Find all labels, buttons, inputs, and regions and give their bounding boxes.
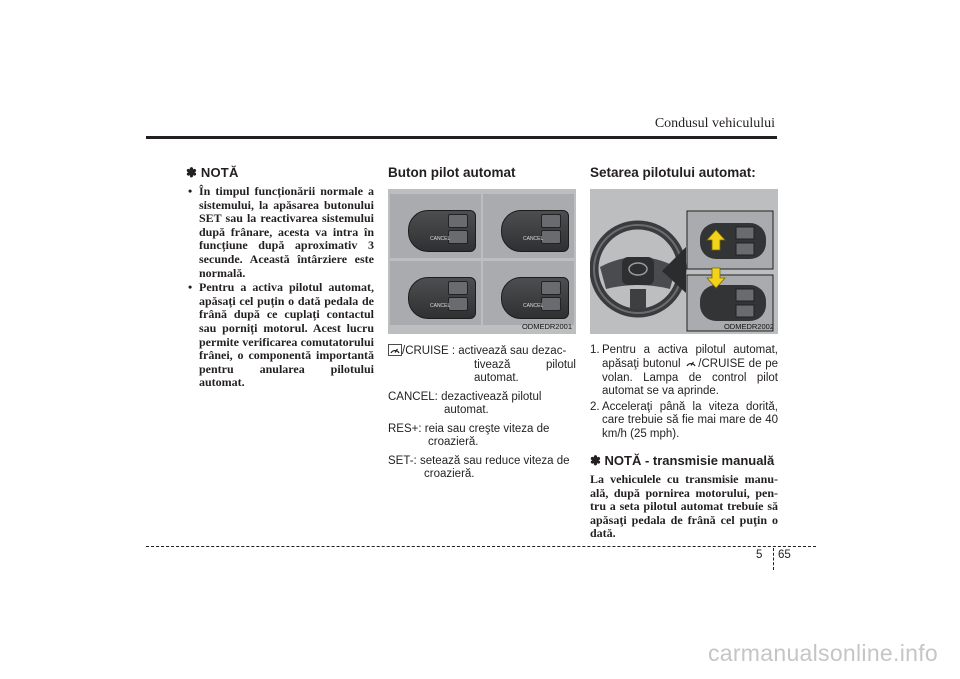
- switch-panel-1: CANCEL: [390, 194, 481, 258]
- cruise-icon: [684, 357, 698, 369]
- definition-cruise: /CRUISE : activează sau dezac- tivează pilotul automat.: [388, 344, 576, 386]
- cruise-icon: [388, 344, 402, 356]
- cruise-button-heading: Buton pilot automat: [388, 165, 516, 180]
- note-bullet: • Pentru a activa pilotul automat, apăsați cel puțin o dată pedala de frână după ce cuplați contactul sau porniți motorul. Acest lucru permite verificarea comutatorului frânei, o componentă importantă pentru anularea pilotului automat.: [186, 281, 374, 390]
- definition-set: SET-: setează sau reduce viteza de croazieră.: [388, 454, 570, 480]
- steering-wheel-figure: [590, 189, 778, 334]
- page-number-divider: [773, 548, 774, 570]
- arrow-up-icon: [706, 229, 726, 251]
- setup-step: 2. Acceleraţi până la viteza dorită, care trebuie să fie mai mare de 40 km/h (25 mph).: [590, 401, 778, 440]
- page-number: 65: [778, 549, 791, 561]
- setup-step: 1. Pentru a activa pilotul automat, apăsaţi butonul /CRUISE de pe volan. Lampa de control pilot automat se va aprinde.: [590, 344, 779, 397]
- manual-transmission-note-body: La vehiculele cu transmisie manu-ală, după pornirea motorului, pen-tru a seta pilotul automat trebuie să apăsaţi pedala de frână cel puţin o dată.: [590, 472, 778, 541]
- steering-wheel-illustration: [590, 189, 778, 334]
- note-bullets: [186, 185, 374, 390]
- switch-panel-2: CANCEL: [483, 194, 574, 258]
- switch-panel-3: CANCEL: [390, 261, 481, 325]
- section-title: Condusul vehiculului: [654, 116, 775, 131]
- setup-steps: [590, 344, 778, 441]
- footer-rule: [146, 546, 816, 547]
- note-heading: ✽ NOTĂ: [186, 165, 239, 180]
- chapter-number: 5: [756, 549, 763, 561]
- definition-cancel: CANCEL: dezactivează pilotul automat.: [388, 390, 542, 416]
- note-column: [186, 165, 374, 391]
- switch-panel-4: CANCEL: [483, 261, 574, 325]
- manual-transmission-note-heading: ✽ NOTĂ - transmisie manuală: [590, 453, 775, 469]
- definition-res: RES+: reia sau creşte viteza de croazieră.: [388, 422, 550, 448]
- watermark: carmanualsonline.info: [707, 640, 938, 666]
- cruise-switch-figure: [388, 189, 576, 334]
- figure-code: ODMEDR2001: [521, 322, 572, 331]
- cruise-setup-heading: Setarea pilotului automat:: [590, 165, 756, 180]
- arrow-down-icon: [706, 267, 726, 289]
- header-rule: [146, 136, 777, 139]
- note-bullet: • În timpul funcționării normale a sistemului, la apăsarea butonului SET sau la reactivarea sistemului după frânare, acesta va intra în funcțiune după aproximativ 3 secunde. Această întârziere este normală.: [186, 185, 374, 280]
- cruise-button-column: [388, 165, 576, 487]
- figure-code: ODMEDR2002: [723, 322, 774, 331]
- cruise-setup-column: [590, 165, 778, 541]
- button-definitions: [388, 344, 576, 482]
